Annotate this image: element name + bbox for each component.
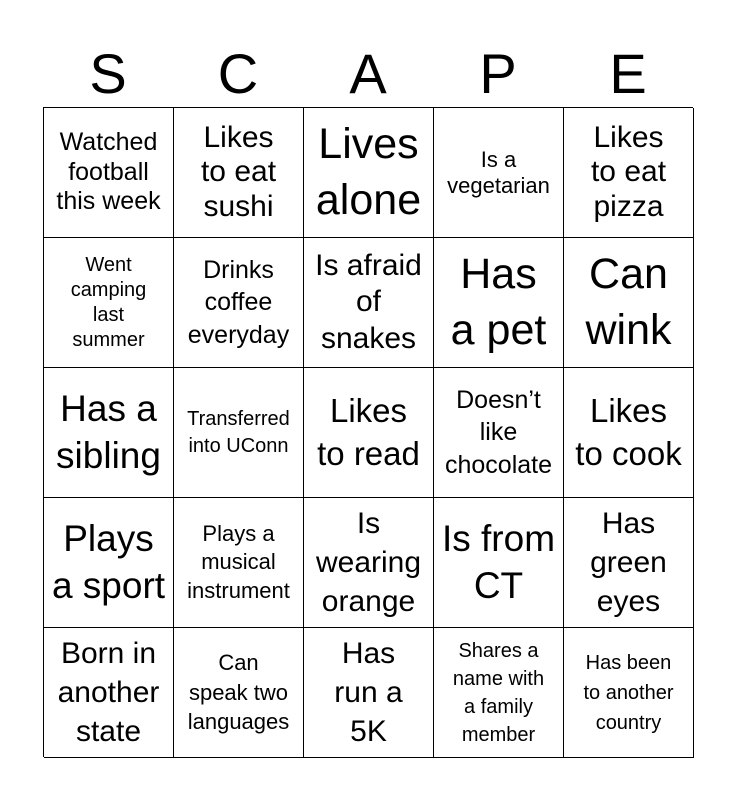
cell-text: Is from CT [441, 518, 556, 606]
cell-text: Doesn’t like chocolate [444, 385, 553, 479]
bingo-cell[interactable] [564, 628, 694, 758]
cell-text: Is a vegetarian [447, 146, 550, 198]
header-letter-a: A [349, 42, 387, 105]
bingo-board [43, 107, 693, 757]
cell-text: Has a sibling [56, 388, 161, 476]
bingo-cell[interactable] [304, 108, 434, 238]
bingo-cell[interactable] [174, 628, 304, 758]
bingo-cell[interactable] [44, 498, 174, 628]
cell-text: Is afraid of snakes [315, 248, 422, 355]
bingo-cell[interactable] [174, 498, 304, 628]
bingo-cell[interactable] [564, 238, 694, 368]
bingo-cell[interactable] [174, 368, 304, 498]
cell-text: Likes to eat sushi [200, 120, 277, 223]
cell-text: Drinks coffee everyday [187, 255, 290, 349]
cell-text: Likes to eat pizza [590, 120, 667, 223]
cell-text: Likes to read [317, 391, 420, 472]
bingo-cell[interactable] [44, 108, 174, 238]
cell-text: Likes to cook [575, 391, 682, 472]
cell-text: Has been to another country [583, 651, 674, 734]
cell-text: Shares a name with a family member [452, 639, 545, 746]
cell-text: Can wink [585, 249, 672, 354]
bingo-cell[interactable] [564, 368, 694, 498]
cell-text: Can speak two languages [187, 649, 290, 735]
bingo-cell[interactable] [174, 238, 304, 368]
cell-text: Is wearing orange [315, 507, 422, 618]
bingo-cell[interactable] [304, 238, 434, 368]
cell-text: Transferred into UConn [187, 407, 290, 457]
cell-text: Plays a musical instrument [187, 520, 290, 603]
bingo-cell[interactable] [44, 368, 174, 498]
cell-text: Lives alone [315, 119, 422, 224]
bingo-cell[interactable] [44, 238, 174, 368]
bingo-cell[interactable] [44, 628, 174, 758]
header-letter-e: E [609, 42, 647, 105]
cell-text: Went camping last summer [70, 253, 147, 351]
cell-text: Born in another state [57, 637, 160, 748]
header-letter-c: C [217, 42, 259, 105]
bingo-cell[interactable] [434, 368, 564, 498]
bingo-header [43, 40, 693, 108]
bingo-cell[interactable] [564, 108, 694, 238]
cell-text: Has green eyes [590, 507, 667, 618]
bingo-cell[interactable] [434, 238, 564, 368]
bingo-cell[interactable] [434, 498, 564, 628]
bingo-cell[interactable] [434, 628, 564, 758]
bingo-cell[interactable] [434, 108, 564, 238]
cell-text: Watched football this week [56, 128, 161, 216]
bingo-cell[interactable] [304, 368, 434, 498]
cell-text: Has a pet [450, 249, 547, 354]
cell-text: Has run a 5K [334, 637, 403, 748]
bingo-cell[interactable] [174, 108, 304, 238]
bingo-cell[interactable] [564, 498, 694, 628]
bingo-cell[interactable] [304, 498, 434, 628]
bingo-cell[interactable] [304, 628, 434, 758]
cell-text: Plays a sport [51, 518, 166, 606]
header-letter-s: S [89, 42, 127, 105]
header-letter-p: P [479, 42, 517, 105]
